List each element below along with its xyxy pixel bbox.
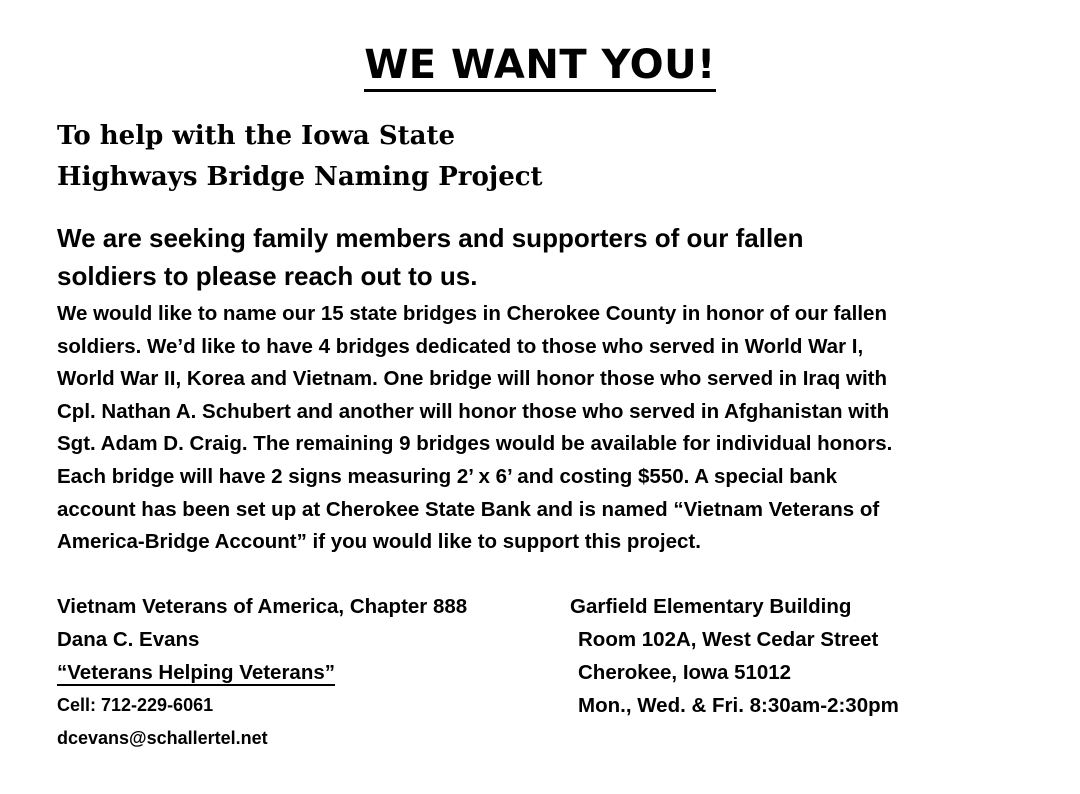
body-line: World War II, Korea and Vietnam. One bridge will honor those who served in Iraq with (57, 367, 887, 391)
motto-text: “Veterans Helping Veterans” (57, 661, 336, 684)
contact-block (57, 590, 557, 755)
appeal-line-2: soldiers to please reach out to us. (57, 261, 478, 291)
body-paragraph (57, 298, 1067, 559)
email-address[interactable]: dcevans@schallertel.net (57, 728, 268, 748)
room-address: Room 102A, West Cedar Street (578, 628, 879, 651)
body-line: Sgt. Adam D. Craig. The remaining 9 bridges would be available for individual honors. (57, 432, 893, 456)
body-line: Cpl. Nathan A. Schubert and another will honor those who served in Afghanistan with (57, 399, 890, 423)
office-hours: Mon., Wed. & Fri. 8:30am-2:30pm (578, 694, 899, 717)
headline-text: WE WANT YOU! (364, 42, 716, 92)
motto (57, 656, 557, 689)
appeal-line-1: We are seeking family members and supporters of our fallen (57, 223, 804, 253)
building-name: Garfield Elementary Building (570, 595, 852, 618)
cell-phone[interactable]: Cell: 712-229-6061 (57, 695, 214, 715)
body-line: We would like to name our 15 state bridges in Cherokee County in honor of our fallen (57, 302, 887, 325)
body-line: Each bridge will have 2 signs measuring 2’ x 6’ and costing $550. A special bank (57, 464, 838, 488)
subtitle (57, 116, 757, 198)
organization-name: Vietnam Veterans of America, Chapter 888 (57, 595, 468, 618)
appeal-paragraph (57, 219, 1057, 295)
body-line: America-Bridge Account” if you would like to support this project. (57, 530, 701, 554)
city-address: Cherokee, Iowa 51012 (578, 661, 792, 684)
headline (0, 38, 1080, 92)
subtitle-line-1: To help with the Iowa State (57, 121, 456, 151)
contact-name: Dana C. Evans (57, 628, 200, 651)
location-block (570, 590, 1050, 722)
body-line: soldiers. We’d like to have 4 bridges dedicated to those who served in World War I, (57, 334, 864, 358)
body-line: account has been set up at Cherokee State Bank and is named “Vietnam Veterans of (57, 497, 880, 521)
subtitle-line-2: Highways Bridge Naming Project (57, 162, 543, 192)
